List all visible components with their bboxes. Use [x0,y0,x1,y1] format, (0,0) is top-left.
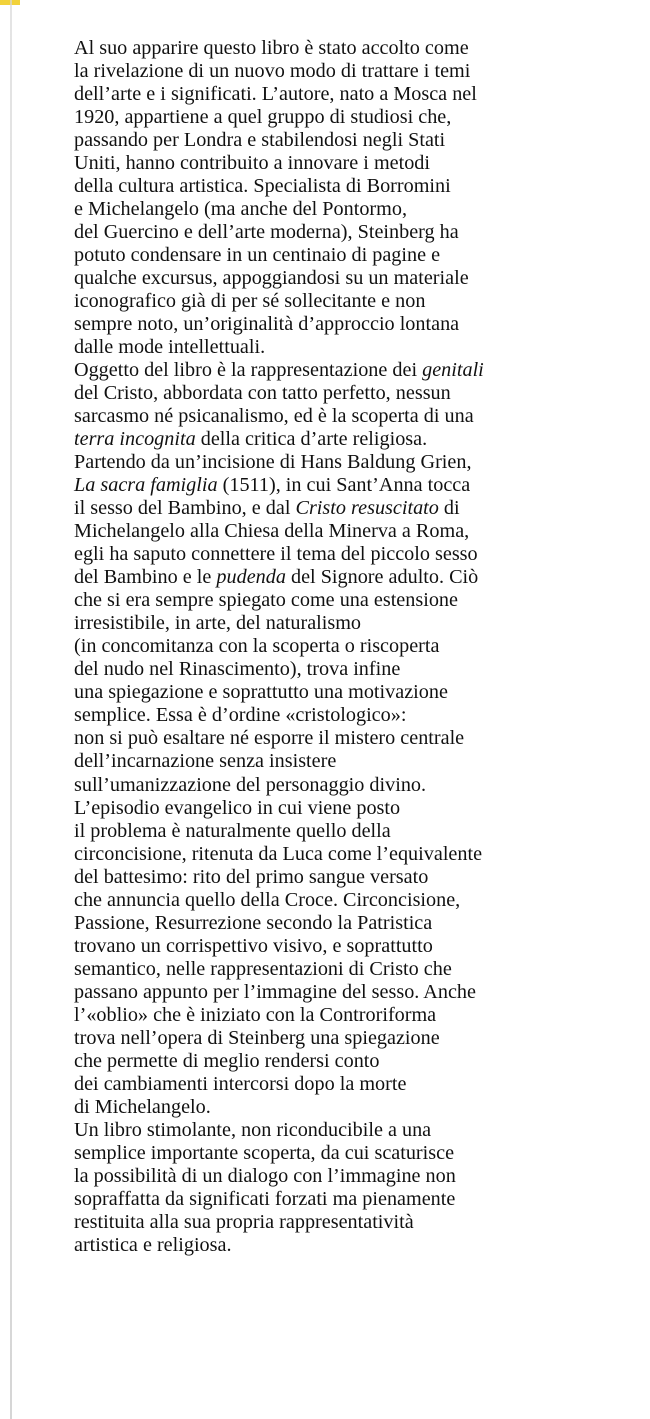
text-line [74,912,634,935]
text-segment: Un libro stimolante, non riconducibile a una [74,1118,432,1141]
text-segment: sempre noto, un’originalità d’approccio lontana [74,313,460,336]
text-line [74,958,634,981]
text-line [74,1073,634,1096]
text-segment: del Cristo, abbordata con tatto perfetto, nessun [74,382,451,405]
text-segment: e Michelangelo (ma anche del Pontormo, [74,198,407,221]
text-segment: Oggetto del libro è la rappresentazione dei [74,359,423,382]
text-segment: potuto condensare in un centinaio di pagine e [74,244,441,267]
text-segment: restituita alla sua propria rappresentatività [74,1210,414,1233]
italic-term: terra incognita [74,428,196,451]
text-segment: Passione, Resurrezione secondo la Patristica [74,911,433,934]
text-line [74,843,634,866]
text-segment: di Michelangelo. [74,1095,211,1118]
text-line [74,359,634,382]
text-line [74,336,634,359]
text-segment: del Guercino e dell’arte moderna), Steinberg ha [74,221,459,244]
book-blurb-text [74,37,634,1257]
text-segment: dalle mode intellettuali. [74,336,266,359]
text-line [74,152,634,175]
text-line [74,774,634,797]
text-segment: Michelangelo alla Chiesa della Minerva a Roma, [74,520,470,543]
text-segment: semplice importante scoperta, da cui scaturisce [74,1141,455,1164]
text-segment: del nudo nel Rinascimento), trova infine [74,658,401,681]
text-segment: Partendo da un’incisione di Hans Baldung Grien, [74,451,472,474]
text-line [74,497,634,520]
text-segment: trova nell’opera di Steinberg una spiegazione [74,1026,440,1049]
text-segment: dei cambiamenti intercorsi dopo la morte [74,1072,407,1095]
text-line [74,474,634,497]
text-line [74,405,634,428]
text-line [74,612,634,635]
text-segment: L’episodio evangelico in cui viene posto [74,796,401,819]
text-line [74,244,634,267]
text-line [74,175,634,198]
text-segment: passano appunto per l’immagine del sesso. Anche [74,980,476,1003]
text-segment: non si può esaltare né esporre il mistero centrale [74,727,465,750]
text-segment: il problema è naturalmente quello della [74,819,391,842]
text-segment: l’«oblio» che è iniziato con la Controriforma [74,1003,437,1026]
text-line [74,658,634,681]
text-line [74,635,634,658]
text-segment: della cultura artistica. Specialista di Borromini [74,175,451,198]
text-segment: circoncisione, ritenuta da Luca come l’equivalente [74,842,483,865]
text-segment: del Bambino e le [74,566,217,589]
text-line [74,543,634,566]
text-line [74,267,634,290]
text-line [74,1119,634,1142]
text-line [74,1027,634,1050]
text-line [74,589,634,612]
text-segment: iconografico già di per sé sollecitante e non [74,290,426,313]
text-line [74,889,634,912]
text-segment: la possibilità di un dialogo con l’immagine non [74,1164,456,1187]
text-line [74,60,634,83]
text-line [74,428,634,451]
text-segment: Al suo apparire questo libro è stato accolto come [74,37,469,59]
text-segment: sarcasmo né psicanalismo, ed è la scoperta di una [74,405,474,428]
text-line [74,1142,634,1165]
text-line [74,451,634,474]
text-line [74,1211,634,1234]
text-segment: del Signore adulto. Ciò [285,566,479,589]
text-line [74,221,634,244]
text-line [74,520,634,543]
text-line [74,935,634,958]
text-line [74,1165,634,1188]
text-line [74,1050,634,1073]
text-segment: che permette di meglio rendersi conto [74,1049,380,1072]
text-line [74,382,634,405]
text-line [74,797,634,820]
text-line [74,290,634,313]
text-segment: 1920, appartiene a quel gruppo di studiosi che, [74,106,452,129]
text-segment: la rivelazione di un nuovo modo di trattare i temi [74,60,471,83]
italic-term: pudenda [216,566,286,589]
text-segment: di [438,497,460,520]
text-segment: passando per Londra e stabilendosi negli Stati [74,129,446,152]
text-segment: che si era sempre spiegato come una estensione [74,589,458,612]
text-segment: del battesimo: rito del primo sangue versato [74,865,429,888]
page-edge-line [10,0,12,1419]
text-segment: trovano un corrispettivo visivo, e soprattutto [74,934,433,957]
text-line [74,313,634,336]
text-segment: dell’arte e i significati. L’autore, nato a Mosca nel [74,83,477,106]
text-line [74,1096,634,1119]
text-segment: (1511), in cui Sant’Anna tocca [217,474,471,497]
text-segment: semplice. Essa è d’ordine «cristologico»: [74,704,407,727]
text-line [74,37,634,60]
text-segment: semantico, nelle rappresentazioni di Cristo che [74,957,452,980]
text-segment: sull’umanizzazione del personaggio divino. [74,773,427,796]
text-line [74,820,634,843]
text-segment: il sesso del Bambino, e dal [74,497,296,520]
text-segment: della critica d’arte religiosa. [195,428,428,451]
text-line [74,704,634,727]
text-line [74,681,634,704]
text-line [74,866,634,889]
text-segment: che annuncia quello della Croce. Circoncisione, [74,888,461,911]
text-line [74,566,634,589]
text-segment: artistica e religiosa. [74,1233,232,1256]
italic-term: La sacra famiglia [74,474,218,497]
text-line [74,106,634,129]
text-line [74,129,634,152]
text-line [74,981,634,1004]
text-segment: qualche excursus, appoggiandosi su un materiale [74,267,469,290]
text-line [74,1234,634,1257]
text-segment: dell’incarnazione senza insistere [74,750,337,773]
italic-term: genitali [422,359,484,382]
text-segment: sopraffatta da significati forzati ma pienamente [74,1187,456,1210]
text-segment: Uniti, hanno contribuito a innovare i metodi [74,152,431,175]
text-line [74,727,634,750]
text-segment: irresistibile, in arte, del naturalismo [74,612,362,635]
text-line [74,750,634,773]
italic-term: Cristo resuscitato [295,497,439,520]
text-segment: (in concomitanza con la scoperta o riscoperta [74,635,440,658]
text-line [74,1188,634,1211]
text-segment: egli ha saputo connettere il tema del piccolo sesso [74,543,478,566]
text-line [74,83,634,106]
text-line [74,1004,634,1027]
text-line [74,198,634,221]
text-segment: una spiegazione e soprattutto una motivazione [74,681,448,704]
